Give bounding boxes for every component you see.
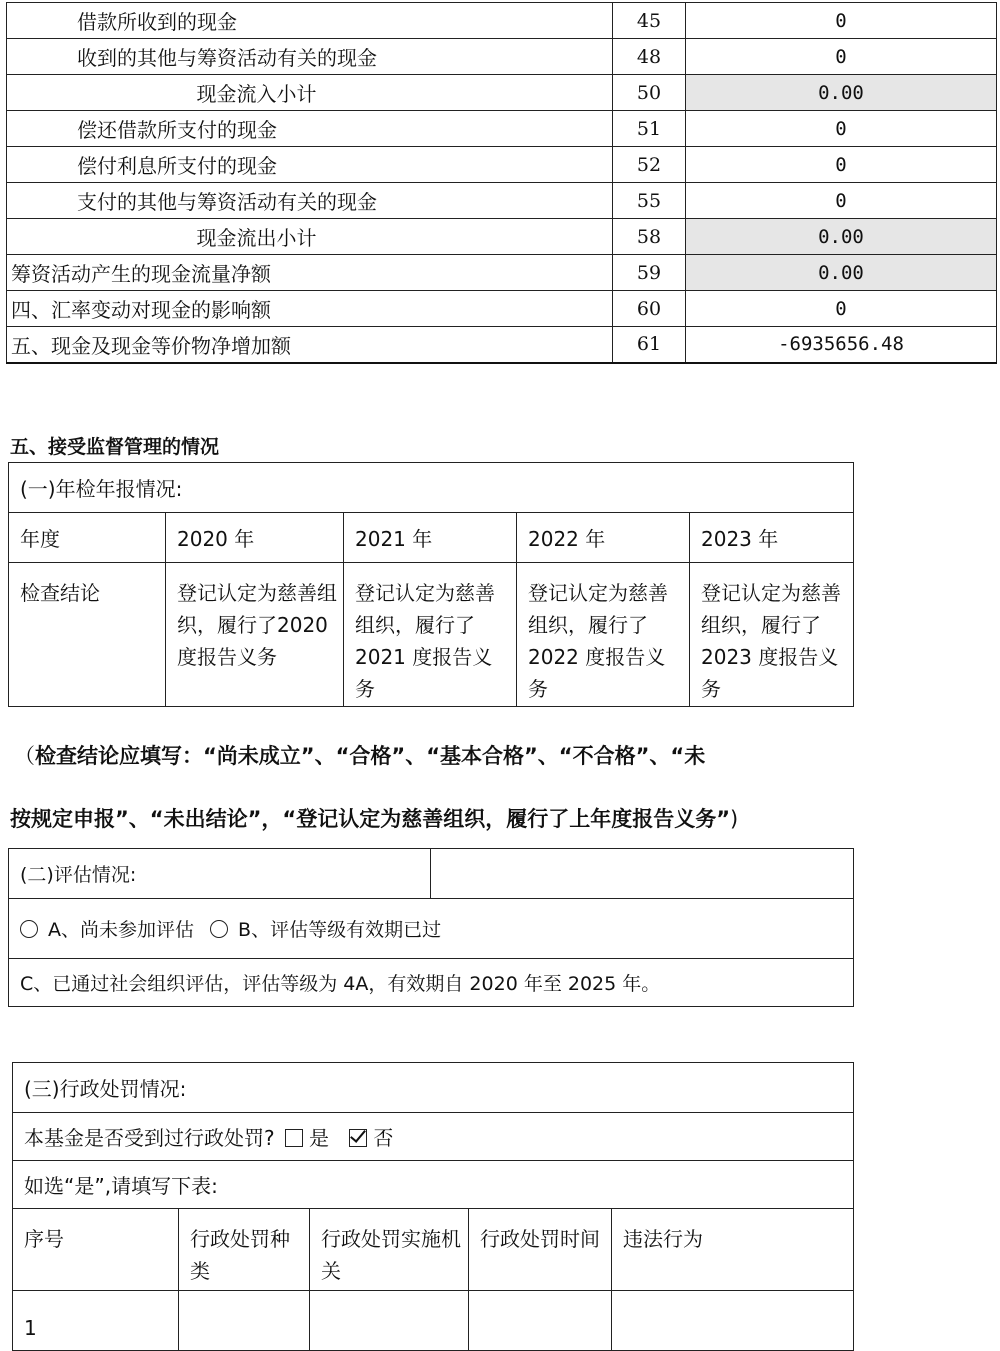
cash-flow-row	[7, 327, 997, 363]
cash-flow-row	[7, 291, 997, 327]
penalty-question: 本基金是否受到过行政处罚?	[24, 1126, 275, 1150]
cash-flow-label: 现金流出小计	[7, 219, 613, 255]
cash-flow-amount: -6935656.48	[686, 327, 997, 363]
cash-flow-row	[7, 255, 997, 291]
cash-flow-amount: 0	[686, 39, 997, 75]
conclusion-cell: 登记认定为慈善组织，履行了2021 度报告义务	[344, 563, 517, 707]
cash-flow-row	[7, 219, 997, 255]
section-title: 五、接受监督管理的情况	[10, 436, 220, 458]
penalty-header-cell: 行政处罚种类	[179, 1209, 310, 1291]
cash-flow-row	[7, 39, 997, 75]
conclusion-cell: 登记认定为慈善组织，履行了2022 度报告义务	[517, 563, 690, 707]
penalty-title: (三)行政处罚情况:	[13, 1063, 854, 1113]
annual-inspection-title: (一)年检年报情况:	[9, 463, 854, 513]
penalty-cell: 1	[13, 1291, 179, 1351]
cash-flow-line-number: 48	[613, 39, 686, 75]
cash-flow-line-number: 58	[613, 219, 686, 255]
note-close-paren: )	[730, 807, 739, 831]
yes-checkbox[interactable]	[285, 1129, 303, 1147]
cash-flow-amount: 0	[686, 111, 997, 147]
cash-flow-line-number: 59	[613, 255, 686, 291]
note-text-2: 按规定申报”、“未出结论”，“登记认定为慈善组织，履行了上年度报告义务”	[10, 807, 731, 831]
evaluation-title: (二)评估情况:	[9, 849, 431, 899]
cash-flow-table	[6, 2, 997, 364]
cash-flow-label: 筹资活动产生的现金流量净额	[7, 255, 613, 291]
cash-flow-amount: 0	[686, 183, 997, 219]
cash-flow-label: 收到的其他与筹资活动有关的现金	[7, 39, 613, 75]
cash-flow-amount: 0.00	[686, 255, 997, 291]
penalty-cell	[469, 1291, 612, 1351]
cash-flow-label: 借款所收到的现金	[7, 3, 613, 39]
cash-flow-line-number: 51	[613, 111, 686, 147]
cash-flow-label: 偿付利息所支付的现金	[7, 147, 613, 183]
cash-flow-row	[7, 3, 997, 39]
cash-flow-line-number: 50	[613, 75, 686, 111]
cash-flow-amount: 0	[686, 147, 997, 183]
cash-flow-line-number: 60	[613, 291, 686, 327]
cash-flow-label: 支付的其他与筹资活动有关的现金	[7, 183, 613, 219]
penalty-header-cell: 行政处罚实施机关	[310, 1209, 469, 1291]
cash-flow-label: 四、汇率变动对现金的影响额	[7, 291, 613, 327]
cash-flow-row	[7, 147, 997, 183]
cash-flow-amount: 0	[686, 291, 997, 327]
year-cell: 2023 年	[690, 513, 854, 563]
penalty-question-row	[13, 1113, 854, 1161]
option-b-label: B、评估等级有效期已过	[238, 919, 442, 941]
penalty-header-cell: 序号	[13, 1209, 179, 1291]
penalty-instruction: 如选“是”,请填写下表:	[13, 1161, 854, 1209]
conclusion-cell: 登记认定为慈善组织，履行了 2023 度报告义务	[690, 563, 854, 707]
cash-flow-line-number: 52	[613, 147, 686, 183]
note-line-2	[10, 803, 738, 833]
radio-option-b[interactable]	[210, 920, 228, 938]
cash-flow-line-number: 45	[613, 3, 686, 39]
cash-flow-line-number: 61	[613, 327, 686, 363]
penalty-header-cell: 违法行为	[612, 1209, 854, 1291]
no-checkbox[interactable]	[349, 1129, 367, 1147]
penalty-header-cell: 行政处罚时间	[469, 1209, 612, 1291]
evaluation-blank	[431, 849, 854, 899]
cash-flow-label: 现金流入小计	[7, 75, 613, 111]
yes-label: 是	[308, 1126, 329, 1150]
cash-flow-amount: 0.00	[686, 75, 997, 111]
penalty-table	[12, 1062, 854, 1351]
cash-flow-line-number: 55	[613, 183, 686, 219]
penalty-cell	[612, 1291, 854, 1351]
note-open-paren: （	[14, 744, 35, 768]
cash-flow-label: 五、现金及现金等价物净增加额	[7, 327, 613, 363]
year-cell: 2021 年	[344, 513, 517, 563]
cash-flow-row	[7, 183, 997, 219]
radio-option-a[interactable]	[20, 920, 38, 938]
year-cell: 2022 年	[517, 513, 690, 563]
penalty-cell	[310, 1291, 469, 1351]
conclusion-cell: 登记认定为慈善组织，履行了2020 度报告义务	[166, 563, 344, 707]
evaluation-table	[8, 848, 854, 1007]
cash-flow-amount: 0	[686, 3, 997, 39]
evaluation-options-ab	[9, 899, 854, 959]
note-text-1: 检查结论应填写：“尚未成立”、“合格”、“基本合格”、“不合格”、“未	[35, 744, 706, 768]
year-label: 年度	[9, 513, 166, 563]
option-c-label: C、已通过社会组织评估，评估等级为 4A，有效期自 2020 年至 2025 年。	[9, 959, 854, 1007]
year-cell: 2020 年	[166, 513, 344, 563]
penalty-cell	[179, 1291, 310, 1351]
note-line-1	[14, 740, 705, 770]
no-label: 否	[373, 1126, 394, 1150]
option-a-label: A、尚未参加评估	[48, 919, 194, 941]
cash-flow-amount: 0.00	[686, 219, 997, 255]
cash-flow-row	[7, 111, 997, 147]
cash-flow-row	[7, 75, 997, 111]
cash-flow-label: 偿还借款所支付的现金	[7, 111, 613, 147]
annual-inspection-table	[8, 462, 854, 707]
conclusion-label: 检查结论	[9, 563, 166, 707]
